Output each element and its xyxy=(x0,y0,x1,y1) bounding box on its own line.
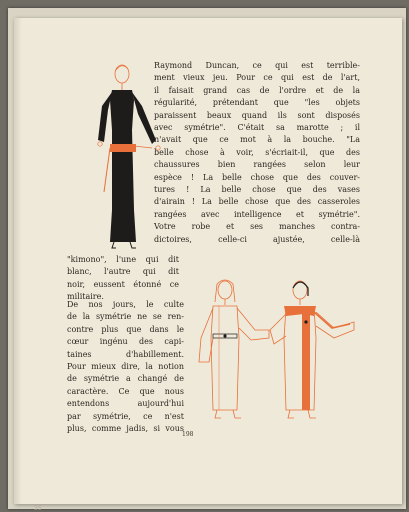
page-number: 198 xyxy=(182,431,194,438)
page-gutter-shadow xyxy=(14,18,22,504)
text-column-bottom: De nos jours, le culte de la symétrie ne se ren- contre plus que dans le cœur ingénu des capi- taines d'habillement. Pour mieux dire, la notion de symétrie a changé de caractère. Ce que nous entendons aujourd'hui par symétrie, ce n'est plus, comme jadis, si vous xyxy=(67,300,184,434)
fashion-figure-orange-trim-dress xyxy=(262,278,358,424)
text-column-middle: "kimono", l'une qui dit blanc, l'autre qui dit noir, eussent étonné ce militaire. xyxy=(67,255,179,302)
text-column-top: Raymond Duncan, ce qui est terrible- ment vieux jeu. Pour ce qui est de l'art, il faisait grand cas de l'ordre et de la régularité, prétendant que "les objets paraissent beaux quand ils sont disposés avec symétrie". C'était sa marotte ; il n'avait que ce mot à la bouche. "La belle chose à voir, s'écriait-il, que des chaussures bien rangées selon leur espèce ! La belle chose que des couver- tures ! La belle chose que des vases d'airain ! La belle chose que des casseroles rangées avec intelligence et symétrie". Votre robe et ses manches contra- dictoires, celle-ci ajustée, celle-là xyxy=(154,61,360,244)
corner-mark: 35 xyxy=(34,505,42,512)
